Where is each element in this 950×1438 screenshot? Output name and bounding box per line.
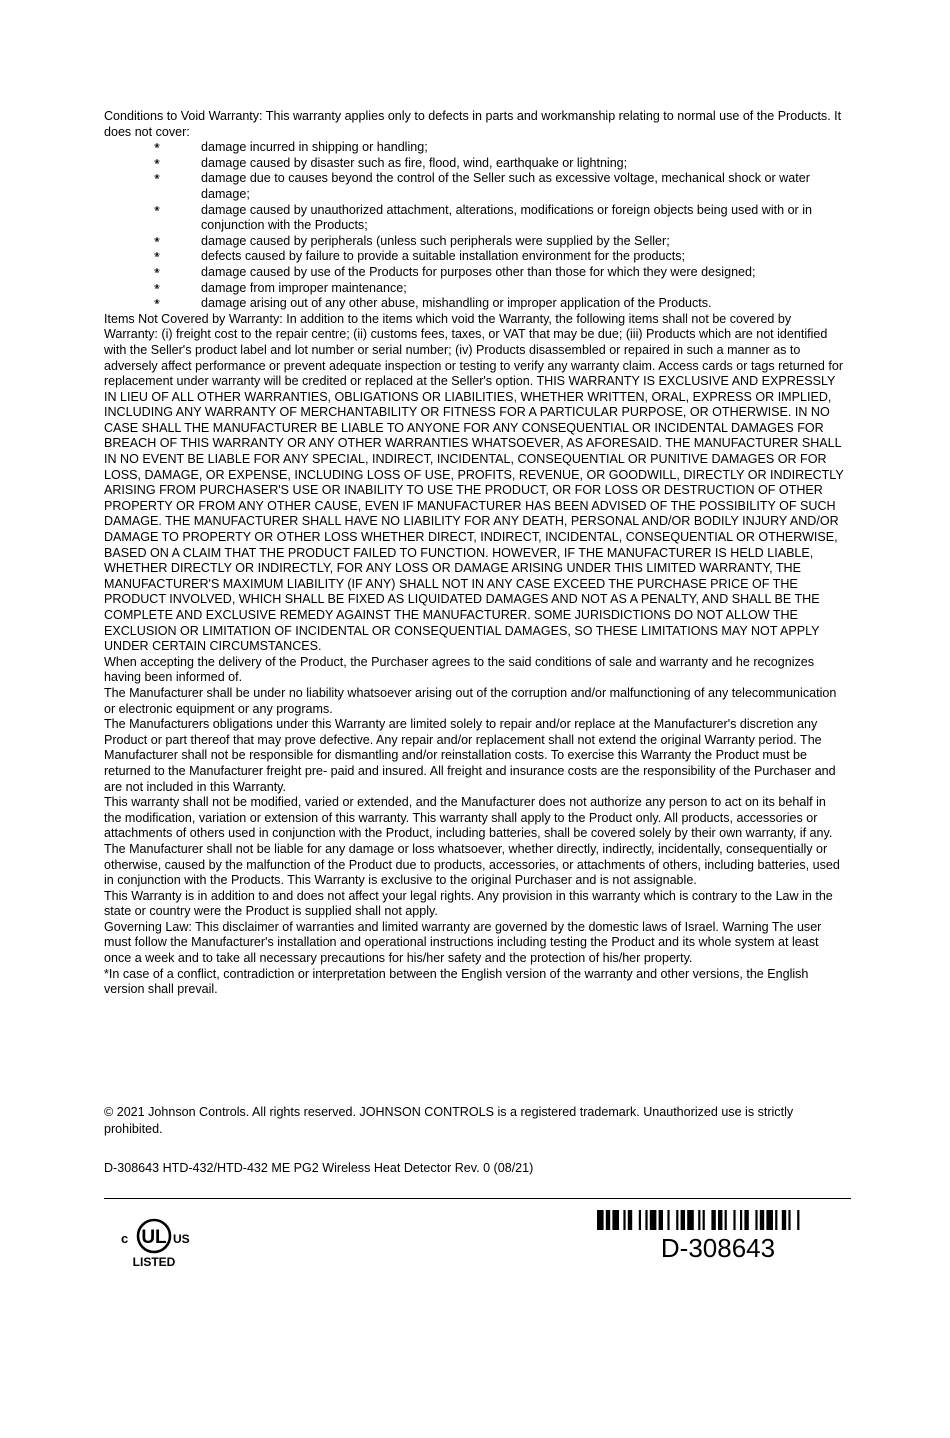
bullet-icon: ❀ <box>154 143 160 151</box>
barcode-bar <box>760 1210 764 1230</box>
barcode-bar <box>650 1210 657 1230</box>
obligations-paragraph: The Manufacturers obligations under this Warranty are limited solely to repair and/or replace at the Manufacturer's discretion any Product or part thereof that may prove defective. Any repair and/or replacement shall not extend the original Warranty period. The Manufacturer shall not be responsible for dismantling and/or reinstallation costs. To exercise this Warranty the Product must be returned to the Manufacturer freight pre- paid and insured. All freight and insurance costs are the responsibility of the Purchaser and are not included in this Warranty. <box>104 717 836 794</box>
list-item: ❀ damage caused by use of the Products for purposes other than those for which they were designed; <box>154 264 756 279</box>
bullet-icon: ❀ <box>154 236 160 244</box>
barcode-bar <box>639 1210 641 1230</box>
barcode-bar <box>681 1210 685 1230</box>
barcode-bar <box>659 1210 663 1230</box>
ul-mark-bottom: LISTED <box>132 1255 176 1269</box>
list-item: ❀ damage arising out of any other abuse, mishandling or improper application of the Products. <box>154 296 712 311</box>
bullet-icon: ❀ <box>154 174 160 182</box>
barcode <box>597 1210 845 1230</box>
bullet-icon: ❀ <box>154 299 160 307</box>
barcode-bar <box>645 1210 647 1230</box>
list-item: ❀ damage incurred in shipping or handling; <box>154 140 428 155</box>
bullet-icon: ❀ <box>154 267 160 275</box>
bullet-icon: ❀ <box>154 283 160 291</box>
copyright-notice: © 2021 Johnson Controls. All rights reserved. JOHNSON CONTROLS is a registered trademark. Unauthorized use is strictly prohibited. <box>104 1105 794 1136</box>
ul-mark-left: c <box>121 1231 129 1246</box>
barcode-bar <box>698 1210 700 1230</box>
barcode-bar <box>797 1210 799 1230</box>
document-id: D-308643 HTD-432/HTD-432 ME PG2 Wireless Heat Detector Rev. 0 (08/21) <box>104 1161 534 1175</box>
barcode-bar <box>766 1210 773 1230</box>
barcode-bar <box>667 1210 669 1230</box>
barcode-bar <box>744 1210 748 1230</box>
barcode-bar <box>606 1210 610 1230</box>
footer-divider <box>104 1198 851 1199</box>
liability-paragraph: The Manufacturer shall be under no liability whatsoever arising out of the corruption and/or malfunctioning of any telecommunication or electronic equipment or any programs. <box>104 685 837 716</box>
barcode-bar <box>687 1210 694 1230</box>
bullet-icon: ❀ <box>154 158 160 166</box>
barcode-bar <box>733 1210 735 1230</box>
barcode-bar <box>711 1210 715 1230</box>
list-item: ❀ damage caused by disaster such as fire, flood, wind, earthquake or lightning; <box>154 155 628 170</box>
items-not-covered-paragraph: Items Not Covered by Warranty: In addition to the items which void the Warranty, the following items shall not be covered by Warranty: (i) freight cost to the repair centre; (ii) customs fees, taxes, or VAT that may be due; (iii) Products which are not identified with the Seller's product label and lot number or serial number; (iv) Products disassembled or repaired in such a manner as to adversely affect performance or prevent adequate inspection or testing to verify any warranty claim. Access cards or tags returned for replacement under warranty will be credited or replaced at the Seller's option. THIS WARRANTY IS EXCLUSIVE AND EXPRESSLY IN LIEU OF ALL OTHER WARRANTIES, OBLIGATIONS OR LIABILITIES, WHETHER WRITTEN, ORAL, EXPRESS OR IMPLIED, INCLUDING ANY WARRANTY OF MERCHANTABILITY OR FITNESS FOR A PARTICULAR PURPOSE, OR OTHERWISE. IN NO CASE SHALL THE MANUFACTURER BE LIABLE TO ANYONE FOR ANY CONSEQUENTIAL OR INCIDENTAL DAMAGES FOR BREACH OF THIS WARRANTY OR ANY OTHER WARRANTIES WHATSOEVER, AS AFORESAID. THE MANUFACTURER SHALL IN NO EVENT BE LIABLE FOR ANY SPECIAL, INDIRECT, INCIDENTAL, CONSEQUENTIAL OR PUNITIVE DAMAGES OR FOR LOSS, DAMAGE, OR EXPENSE, INCLUDING LOSS OF USE, PROFITS, REVENUE, OR GOODWILL, DIRECTLY OR INDIRECTLY ARISING FROM PURCHASER'S USE OR INABILITY TO USE THE PRODUCT, OR FOR LOSS OR DESTRUCTION OF OTHER PROPERTY OR FROM ANY OTHER CAUSE, EVEN IF MANUFACTURER HAS BEEN ADVISED OF THE POSSIBILITY OF SUCH DAMAGE. THE MANUFACTURER SHALL HAVE NO LIABILITY FOR ANY DEATH, PERSONAL AND/OR BODILY INJURY AND/OR DAMAGE TO PROPERTY OR OTHER LOSS WHETHER DIRECT, INDIRECT, INCIDENTAL, CONSEQUENTIAL OR OTHERWISE, BASED ON A CLAIM THAT THE PRODUCT FAILED TO FUNCTION. HOWEVER, IF THE MANUFACTURER IS HELD LIABLE, WHETHER DIRECTLY OR INDIRECTLY, FOR ANY LOSS OR DAMAGE ARISING UNDER THIS LIMITED WARRANTY, THE MANUFACTURER'S MAXIMUM LIABILITY (IF ANY) SHALL NOT IN ANY CASE EXCEED THE PURCHASE PRICE OF THE PRODUCT INVOLVED, WHICH SHALL BE FIXED AS LIQUIDATED DAMAGES AND NOT AS A PENALTY, AND SHALL BE THE COMPLETE AND EXCLUSIVE REMEDY AGAINST THE MANUFACTURER. SOME JURISDICTIONS DO NOT ALLOW THE EXCLUSION OR LIMITATION OF INCIDENTAL OR CONSEQUENTIAL DAMAGES, SO THESE LIMITATIONS MAY NOT APPLY UNDER CERTAIN CIRCUMSTANCES. <box>104 311 844 654</box>
barcode-bar <box>755 1210 757 1230</box>
ul-listed-logo <box>116 1212 192 1270</box>
barcode-bar <box>718 1210 722 1230</box>
ul-mark-right: US <box>173 1232 190 1246</box>
barcode-bar <box>775 1210 777 1230</box>
void-conditions-list <box>104 140 846 312</box>
barcode-bar <box>740 1210 742 1230</box>
ul-mark-center: UL <box>141 1227 167 1248</box>
barcode-bar <box>782 1210 786 1230</box>
acceptance-paragraph: When accepting the delivery of the Product, the Purchaser agrees to the said conditions of sale and warranty and he recognizes having been informed of. <box>104 654 815 685</box>
language-precedence-paragraph: *In case of a conflict, contradiction or interpretation between the English version of the warranty and other versions, the English version shall prevail. <box>104 966 809 997</box>
barcode-bar <box>623 1210 625 1230</box>
barcode-bar <box>612 1210 619 1230</box>
legal-rights-paragraph: This Warranty is in addition to and does not affect your legal rights. Any provision in this warranty which is contrary to the Law in the state or country were the Product is supplied shall not apply. <box>104 888 833 919</box>
modification-paragraph: This warranty shall not be modified, varied or extended, and the Manufacturer does not authorize any person to act on its behalf in the modification, variation or extension of this warranty. This warranty shall apply to the Product only. All products, accessories or attachments of others used in conjunction with the Product, including batteries, shall be covered solely by their own warranty, if any. The Manufacturer shall not be liable for any damage or loss whatsoever, whether directly, indirectly, incidentally, consequentially or otherwise, caused by the malfunction of the Product due to products, accessories, or attachments of others, including batteries, used in conjunction with the Products. This Warranty is exclusive to the original Purchaser and is not assignable. <box>104 795 840 888</box>
bullet-icon: ❀ <box>154 252 160 260</box>
barcode-bar <box>725 1210 727 1230</box>
list-item: ❀ defects caused by failure to provide a suitable installation environment for the products; <box>154 249 686 264</box>
list-item: ❀ damage from improper maintenance; <box>154 280 407 295</box>
barcode-bar <box>676 1210 678 1230</box>
barcode-bar <box>703 1210 705 1230</box>
void-conditions-intro: Conditions to Void Warranty: This warranty applies only to defects in parts and workmanship relating to normal use of the Products. It does not cover: <box>104 109 842 139</box>
barcode-bar <box>788 1210 790 1230</box>
bullet-icon: ❀ <box>154 205 160 213</box>
list-item: ❀ damage due to causes beyond the control of the Seller such as excessive voltage, mechanical shock or water damage; <box>154 171 810 201</box>
list-item: ❀ damage caused by peripherals (unless such peripherals were supplied by the Seller; <box>154 233 670 248</box>
barcode-bar <box>597 1210 604 1230</box>
barcode-number: D-308643 <box>660 1233 776 1263</box>
list-item: ❀ damage caused by unauthorized attachment, alterations, modifications or foreign objects being used with or in conjunction with the Products; <box>154 202 812 233</box>
governing-law-paragraph: Governing Law: This disclaimer of warranties and limited warranty are governed by the domestic laws of Israel. Warning The user must follow the Manufacturer's installation and operational instructions including testing the Product and its whole system at least once a week and to take all necessary precautions for his/her safety and the protection of his/her property. <box>104 919 822 966</box>
warranty-text <box>104 109 846 998</box>
barcode-bar <box>628 1210 632 1230</box>
